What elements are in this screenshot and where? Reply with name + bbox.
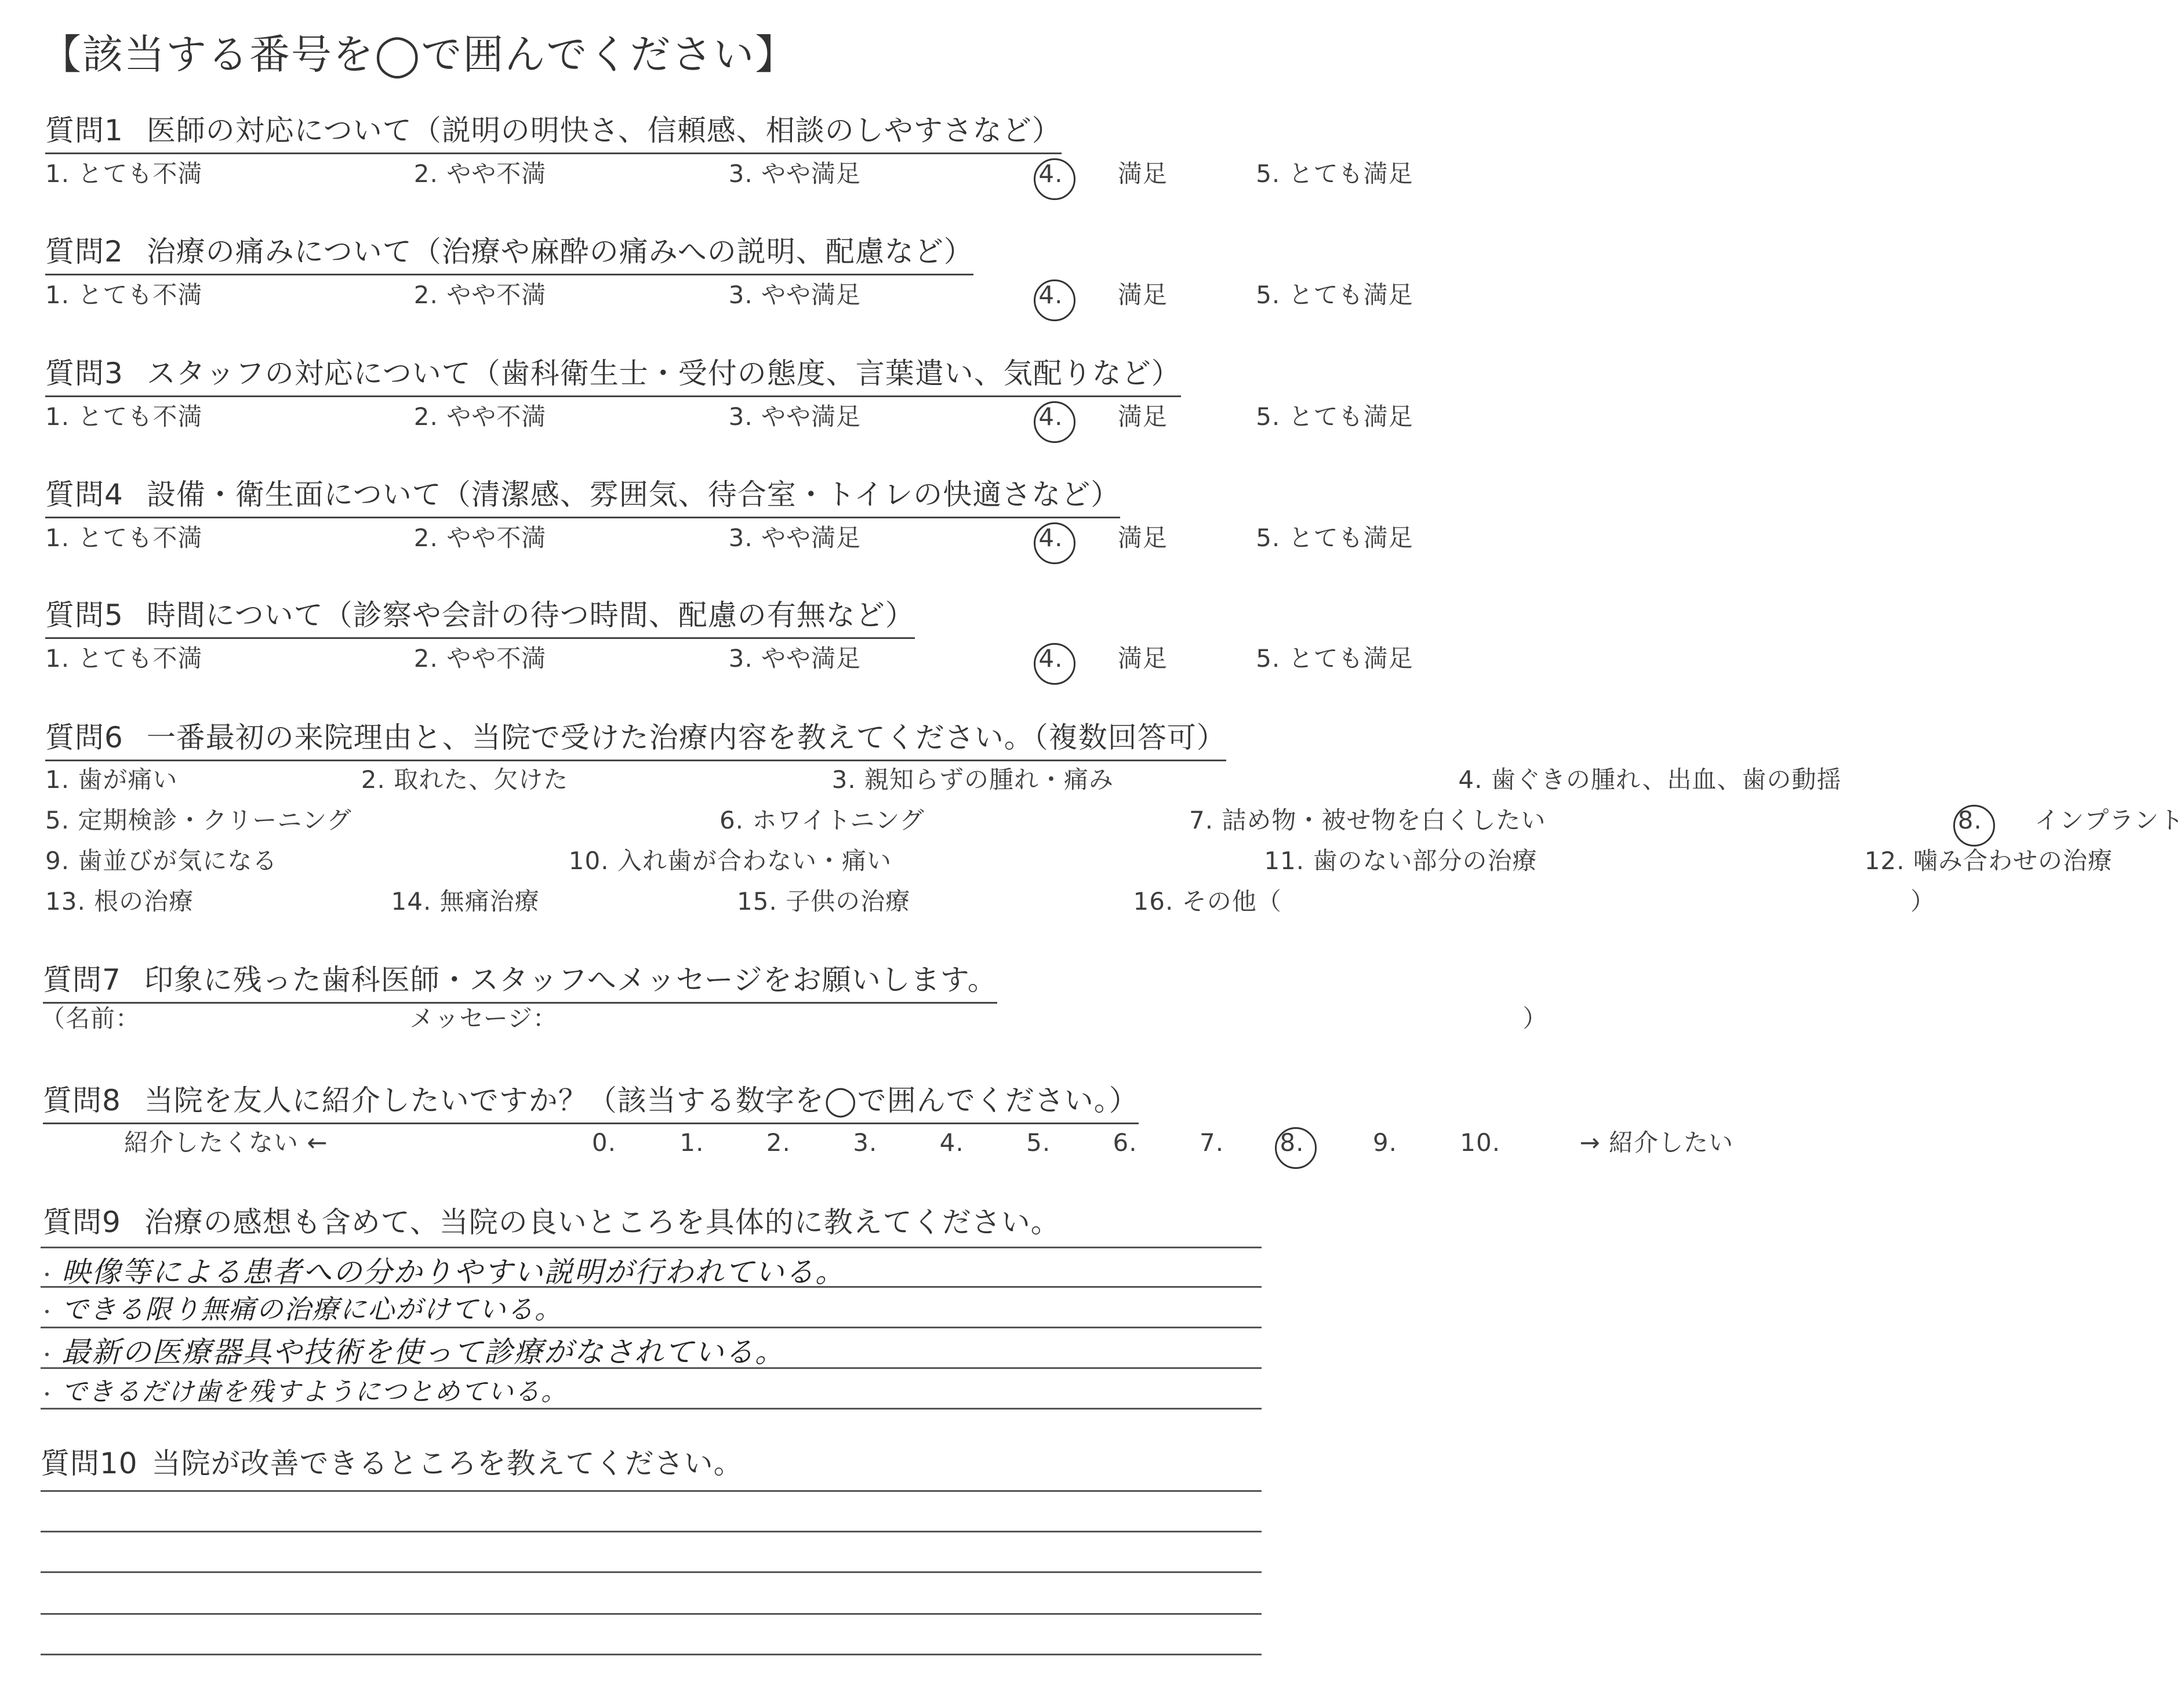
- q3-option-3[interactable]: 3. やや満足: [728, 402, 862, 431]
- q6-option-14[interactable]: 14. 無痛治療: [391, 887, 540, 916]
- q3-option-5[interactable]: 5. とても満足: [1256, 402, 1413, 431]
- question-1-number: 質問1: [45, 114, 123, 147]
- q1-option-4-label: 満足: [1117, 159, 1168, 188]
- question-10-number: 質問10: [41, 1447, 138, 1480]
- question-1-options: [0, 155, 1413, 190]
- q7-close: ）: [1522, 1004, 1548, 1033]
- question-9-number: 質問9: [43, 1205, 121, 1239]
- question-6-number: 質問6: [45, 721, 123, 754]
- q9-answer-3: [45, 1329, 785, 1371]
- bullet-icon: [45, 1353, 49, 1356]
- question-7-text: 印象に残った歯科医師・スタッフへメッセージをお願いします。: [144, 963, 997, 997]
- question-9-text: 治療の感想も含めて、当院の良いところを具体的に教えてください。: [144, 1205, 1060, 1239]
- q10-rule-4: [41, 1613, 1262, 1615]
- question-5-options: [0, 640, 1413, 674]
- q1-option-4-selected[interactable]: 4.: [1038, 159, 1063, 188]
- q3-option-2[interactable]: 2. やや不満: [413, 402, 547, 431]
- q3-option-4-selected[interactable]: 4.: [1038, 402, 1063, 431]
- q3-option-1[interactable]: 1. とても不満: [45, 402, 203, 431]
- instruction-header: 【該当する番号を◯で囲んでください】: [41, 31, 797, 78]
- question-6-text: 一番最初の来院理由と、当院で受けた治療内容を教えてください。（複数回答可）: [146, 721, 1226, 754]
- q4-option-3[interactable]: 3. やや満足: [728, 524, 862, 552]
- q2-option-1[interactable]: 1. とても不満: [45, 281, 203, 309]
- q6-option-12[interactable]: 12. 噛み合わせの治療: [1864, 847, 2113, 875]
- q6-option-16[interactable]: 16. その他（: [1133, 887, 1282, 916]
- q6-option-2[interactable]: 2. 取れた、欠けた: [361, 765, 569, 794]
- question-3-number: 質問3: [45, 357, 123, 390]
- q8-score-10[interactable]: 10.: [1460, 1128, 1501, 1157]
- q3-option-4-label: 満足: [1117, 402, 1168, 431]
- q6-option-1[interactable]: 1. 歯が痛い: [45, 765, 178, 794]
- q7-fields: [0, 1000, 1548, 1034]
- q5-option-1[interactable]: 1. とても不満: [45, 644, 203, 673]
- q1-option-2[interactable]: 2. やや不満: [413, 159, 547, 188]
- q9-rule-1: [41, 1247, 1262, 1248]
- q6-option-9[interactable]: 9. 歯並びが気になる: [45, 847, 278, 875]
- q6-option-4[interactable]: 4. 歯ぐきの腫れ、出血、歯の動揺: [1458, 765, 1842, 794]
- q8-score-9[interactable]: 9.: [1372, 1128, 1397, 1157]
- q9-rule-5: [41, 1408, 1262, 1410]
- q2-option-4-selected[interactable]: 4.: [1038, 281, 1063, 309]
- q9-rule-3: [41, 1327, 1262, 1328]
- question-8-number: 質問8: [43, 1084, 121, 1117]
- q6-row-4: [0, 882, 1936, 917]
- q1-option-3[interactable]: 3. やや満足: [728, 159, 862, 188]
- question-2-options: [0, 276, 1413, 311]
- q9-answer-4: [45, 1371, 568, 1408]
- question-9-heading: [43, 1199, 1060, 1241]
- question-4-heading: [45, 471, 1120, 518]
- q6-option-10[interactable]: 10. 入れ歯が合わない・痛い: [568, 847, 892, 875]
- q8-score-0[interactable]: 0.: [591, 1128, 616, 1157]
- question-2-number: 質問2: [45, 235, 123, 268]
- question-7-heading: [43, 957, 997, 1004]
- q2-option-3[interactable]: 3. やや満足: [728, 281, 862, 309]
- q9-answer-1: [45, 1249, 845, 1291]
- q4-option-2[interactable]: 2. やや不満: [413, 524, 547, 552]
- q8-right-label: → 紹介したい: [1579, 1128, 1734, 1157]
- q5-option-4-selected[interactable]: 4.: [1038, 644, 1063, 673]
- q8-score-5[interactable]: 5.: [1026, 1128, 1051, 1157]
- question-7-number: 質問7: [43, 963, 121, 997]
- q7-message-label: メッセージ：: [409, 1004, 558, 1033]
- q5-option-5[interactable]: 5. とても満足: [1256, 644, 1413, 673]
- q8-score-1[interactable]: 1.: [679, 1128, 704, 1157]
- question-5-number: 質問5: [45, 598, 123, 632]
- bullet-icon: [45, 1273, 49, 1276]
- q4-option-1[interactable]: 1. とても不満: [45, 524, 203, 552]
- q8-score-7[interactable]: 7.: [1199, 1128, 1224, 1157]
- q6-option-3[interactable]: 3. 親知らずの腫れ・痛み: [831, 765, 1114, 794]
- q6-option-11[interactable]: 11. 歯のない部分の治療: [1264, 847, 1538, 875]
- q6-option-16-close: ）: [1910, 887, 1936, 916]
- question-3-heading: [45, 350, 1181, 397]
- q9-answer-2-text: できる限り無痛の治療に心がけている。: [61, 1294, 562, 1325]
- q8-left-label: 紹介したくない ←: [124, 1128, 328, 1157]
- q6-option-15[interactable]: 15. 子供の治療: [737, 887, 911, 916]
- q5-option-3[interactable]: 3. やや満足: [728, 644, 862, 673]
- q5-option-4-label: 満足: [1117, 644, 1168, 673]
- q2-option-2[interactable]: 2. やや不満: [413, 281, 547, 309]
- q10-rule-3: [41, 1571, 1262, 1573]
- q6-row-3: [0, 842, 2113, 877]
- q1-option-1[interactable]: 1. とても不満: [45, 159, 203, 188]
- question-1-text: 医師の対応について（説明の明快さ、信頼感、相談のしやすさなど）: [146, 114, 1062, 147]
- q10-rule-5: [41, 1654, 1262, 1655]
- q10-rule-2: [41, 1531, 1262, 1532]
- question-2-heading: [45, 228, 973, 275]
- q8-score-8-selected[interactable]: 8.: [1280, 1128, 1304, 1157]
- q6-row-2: [0, 801, 2184, 836]
- q4-option-5[interactable]: 5. とても満足: [1256, 524, 1413, 552]
- q6-option-8-selected[interactable]: 8.: [1957, 806, 1982, 834]
- q9-answer-3-text: 最新の医療器具や技術を使って診療がなされている。: [61, 1335, 785, 1369]
- bullet-icon: [45, 1310, 49, 1313]
- question-4-number: 質問4: [45, 478, 123, 511]
- q6-option-13[interactable]: 13. 根の治療: [45, 887, 194, 916]
- q8-scale: [0, 1124, 1734, 1158]
- q7-name-label: （名前：: [41, 1004, 141, 1033]
- q6-option-5[interactable]: 5. 定期検診・クリーニング: [45, 806, 352, 834]
- q2-option-5[interactable]: 5. とても満足: [1256, 281, 1413, 309]
- question-3-options: [0, 398, 1413, 433]
- q4-option-4-selected[interactable]: 4.: [1038, 524, 1063, 552]
- question-6-heading: [45, 714, 1226, 761]
- q9-answer-2: [45, 1288, 562, 1327]
- question-8-heading: [43, 1077, 1139, 1124]
- q6-option-6[interactable]: 6. ホワイトニング: [719, 806, 925, 834]
- question-4-text: 設備・衛生面について（清潔感、雰囲気、待合室・トイレの快適さなど）: [146, 478, 1121, 511]
- q9-answer-1-text: 映像等による患者への分かりやすい説明が行われている。: [61, 1255, 845, 1289]
- question-3-text: スタッフの対応について（歯科衛生士・受付の態度、言葉遣い、気配りなど）: [146, 357, 1181, 390]
- q6-option-8-label: インプラント: [2034, 806, 2184, 834]
- q4-option-4-label: 満足: [1117, 524, 1168, 552]
- q8-score-6[interactable]: 6.: [1113, 1128, 1138, 1157]
- question-5-heading: [45, 592, 915, 639]
- bullet-icon: [45, 1392, 49, 1396]
- q1-option-5[interactable]: 5. とても満足: [1256, 159, 1413, 188]
- q8-score-3[interactable]: 3.: [853, 1128, 878, 1157]
- q2-option-4-label: 満足: [1117, 281, 1168, 309]
- q6-row-1: [0, 761, 1842, 796]
- q5-option-2[interactable]: 2. やや不満: [413, 644, 547, 673]
- q8-score-4[interactable]: 4.: [939, 1128, 964, 1157]
- question-5-text: 時間について（診察や会計の待つ時間、配慮の有無など）: [146, 598, 915, 632]
- q6-option-7[interactable]: 7. 詰め物・被せ物を白くしたい: [1189, 806, 1546, 834]
- question-10-heading: [41, 1440, 743, 1482]
- question-1-heading: [45, 107, 1062, 154]
- q9-answer-4-text: できるだけ歯を残すようにつとめている。: [61, 1377, 568, 1407]
- q8-score-2[interactable]: 2.: [766, 1128, 791, 1157]
- question-2-text: 治療の痛みについて（治療や麻酔の痛みへの説明、配慮など）: [146, 235, 973, 268]
- q10-rule-1: [41, 1490, 1262, 1492]
- question-10-text: 当院が改善できるところを教えてください。: [151, 1447, 743, 1480]
- question-8-text: 当院を友人に紹介したいですか？（該当する数字を◯で囲んでください。）: [144, 1084, 1139, 1117]
- question-4-options: [0, 519, 1413, 554]
